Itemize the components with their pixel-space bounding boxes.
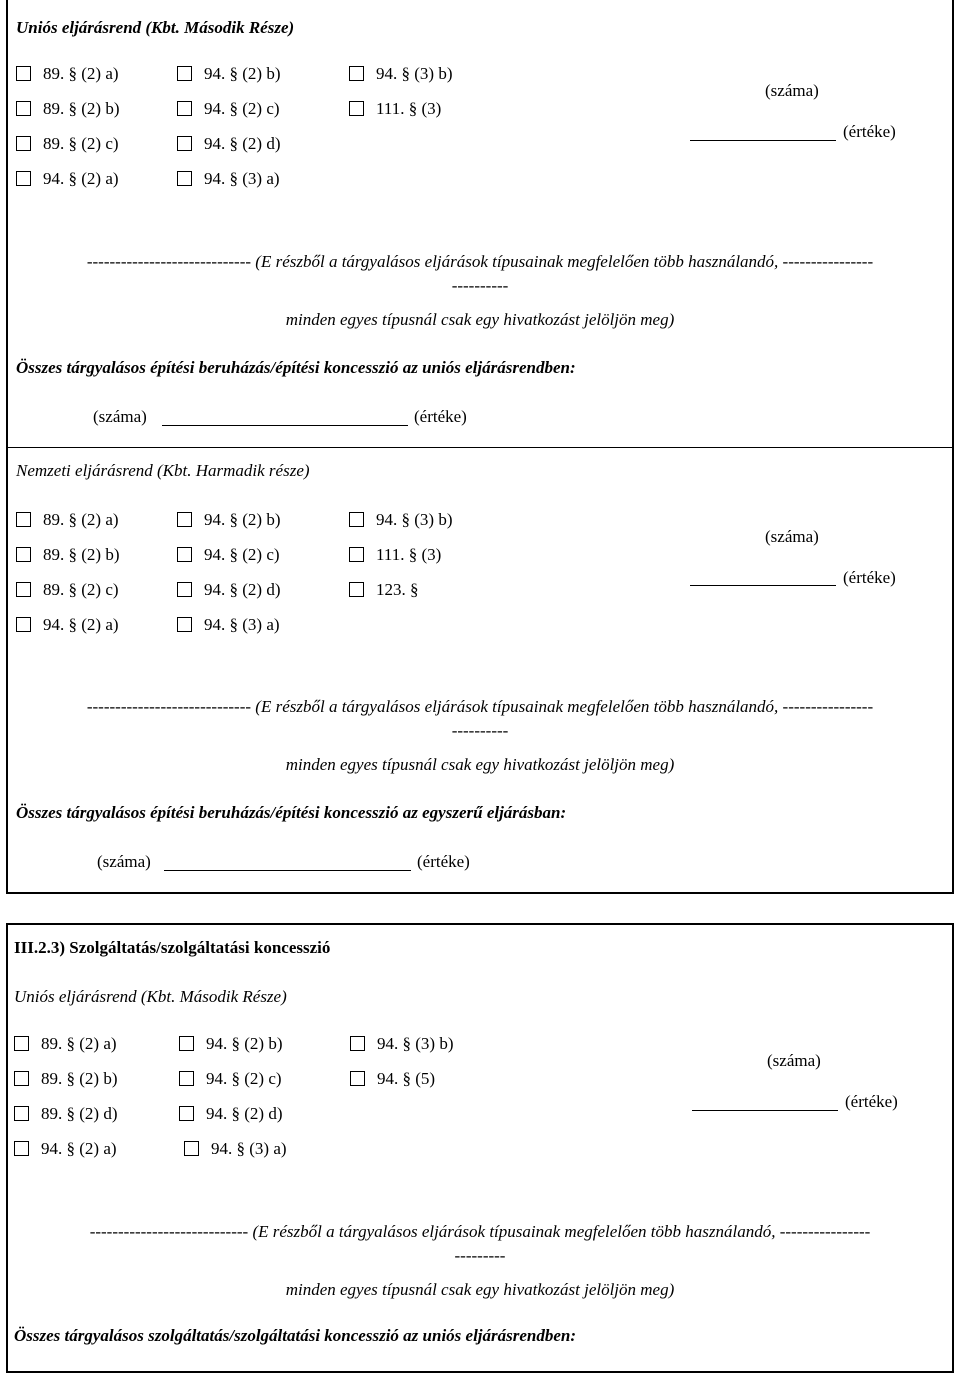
note-line: ---------- bbox=[451, 721, 509, 740]
note-line: ---------- bbox=[451, 276, 509, 295]
value-blank-line[interactable] bbox=[692, 1110, 838, 1111]
checkbox-b-89-2c[interactable] bbox=[16, 582, 31, 597]
option-label: 94. § (3) b) bbox=[376, 510, 453, 529]
option-label: 111. § (3) bbox=[376, 99, 442, 118]
option-label: 94. § (3) b) bbox=[376, 64, 453, 83]
value-label: (értéke) bbox=[843, 122, 896, 141]
value-label: (értéke) bbox=[843, 568, 896, 587]
option-label: 94. § (2) d) bbox=[206, 1104, 283, 1123]
checkbox-b-94-2d[interactable] bbox=[177, 582, 192, 597]
checkbox-c-94-2c[interactable] bbox=[179, 1071, 194, 1086]
note-line: minden egyes típusnál csak egy hivatkozást jelöljön meg) bbox=[285, 1280, 675, 1299]
checkbox-b-123[interactable] bbox=[349, 582, 364, 597]
section-title-services: III.2.3) Szolgáltatás/szolgáltatási koncesszió bbox=[14, 938, 331, 957]
checkbox-a-89-2b[interactable] bbox=[16, 101, 31, 116]
option-label: 94. § (3) b) bbox=[377, 1034, 454, 1053]
total-heading: Összes tárgyalásos szolgáltatás/szolgáltatási koncesszió az uniós eljárásrendben: bbox=[14, 1326, 577, 1345]
count-label: (száma) bbox=[767, 1051, 821, 1070]
option-label: 94. § (2) b) bbox=[204, 64, 281, 83]
section-heading-union: Uniós eljárásrend (Kbt. Második Része) bbox=[16, 18, 295, 37]
count-blank-line[interactable] bbox=[164, 870, 411, 871]
checkbox-b-94-3a[interactable] bbox=[177, 617, 192, 632]
option-label: 94. § (2) a) bbox=[41, 1139, 117, 1158]
option-label: 94. § (3) a) bbox=[204, 169, 280, 188]
option-label: 94. § (2) a) bbox=[43, 169, 119, 188]
checkbox-c-94-3b[interactable] bbox=[350, 1036, 365, 1051]
checkbox-b-94-2c[interactable] bbox=[177, 547, 192, 562]
option-label: 89. § (2) c) bbox=[43, 134, 119, 153]
checkbox-a-94-2b[interactable] bbox=[177, 66, 192, 81]
checkbox-b-111-3[interactable] bbox=[349, 547, 364, 562]
checkbox-b-94-2b[interactable] bbox=[177, 512, 192, 527]
count-label: (száma) bbox=[93, 407, 147, 426]
checkbox-a-94-2d[interactable] bbox=[177, 136, 192, 151]
note-line: minden egyes típusnál csak egy hivatkozást jelöljön meg) bbox=[285, 755, 675, 774]
checkbox-b-89-2a[interactable] bbox=[16, 512, 31, 527]
count-label: (száma) bbox=[765, 81, 819, 100]
option-label: 89. § (2) a) bbox=[41, 1034, 117, 1053]
option-label: 94. § (2) d) bbox=[204, 580, 281, 599]
checkbox-c-94-2b[interactable] bbox=[179, 1036, 194, 1051]
count-blank-line[interactable] bbox=[162, 425, 408, 426]
option-label: 89. § (2) d) bbox=[41, 1104, 118, 1123]
option-label: 94. § (2) c) bbox=[206, 1069, 282, 1088]
section-heading-union: Uniós eljárásrend (Kbt. Második Része) bbox=[14, 987, 287, 1006]
checkbox-b-94-3b[interactable] bbox=[349, 512, 364, 527]
option-label: 94. § (2) b) bbox=[204, 510, 281, 529]
option-label: 94. § (2) d) bbox=[204, 134, 281, 153]
note-line: minden egyes típusnál csak egy hivatkozást jelöljön meg) bbox=[285, 310, 675, 329]
value-label: (értéke) bbox=[414, 407, 467, 426]
option-label: 89. § (2) a) bbox=[43, 510, 119, 529]
checkbox-c-89-2a[interactable] bbox=[14, 1036, 29, 1051]
option-label: 94. § (2) c) bbox=[204, 99, 280, 118]
checkbox-a-94-3b[interactable] bbox=[349, 66, 364, 81]
option-label: 94. § (2) a) bbox=[43, 615, 119, 634]
checkbox-c-89-2d[interactable] bbox=[14, 1106, 29, 1121]
option-label: 94. § (3) a) bbox=[204, 615, 280, 634]
checkbox-a-94-2c[interactable] bbox=[177, 101, 192, 116]
option-label: 94. § (5) bbox=[377, 1069, 436, 1088]
checkbox-c-94-3a[interactable] bbox=[184, 1141, 199, 1156]
checkbox-c-89-2b[interactable] bbox=[14, 1071, 29, 1086]
value-label: (értéke) bbox=[845, 1092, 898, 1111]
checkbox-a-89-2c[interactable] bbox=[16, 136, 31, 151]
note-line: --------- bbox=[454, 1246, 506, 1265]
count-label: (száma) bbox=[97, 852, 151, 871]
total-heading: Összes tárgyalásos építési beruházás/építési koncesszió az uniós eljárásrendben: bbox=[16, 358, 576, 377]
checkbox-a-94-3a[interactable] bbox=[177, 171, 192, 186]
checkbox-c-94-5[interactable] bbox=[350, 1071, 365, 1086]
checkbox-a-89-2a[interactable] bbox=[16, 66, 31, 81]
value-blank-line[interactable] bbox=[690, 585, 836, 586]
section-heading-national: Nemzeti eljárásrend (Kbt. Harmadik része) bbox=[16, 461, 310, 480]
value-label: (értéke) bbox=[417, 852, 470, 871]
option-label: 89. § (2) c) bbox=[43, 580, 119, 599]
option-label: 89. § (2) a) bbox=[43, 64, 119, 83]
option-label: 89. § (2) b) bbox=[41, 1069, 118, 1088]
option-label: 89. § (2) b) bbox=[43, 545, 120, 564]
checkbox-b-89-2b[interactable] bbox=[16, 547, 31, 562]
checkbox-c-94-2a[interactable] bbox=[14, 1141, 29, 1156]
count-label: (száma) bbox=[765, 527, 819, 546]
option-label: 94. § (2) b) bbox=[206, 1034, 283, 1053]
note-line: ----------------------------- (E részből a tárgyalásos eljárások típusainak megfelelően több használandó, ---------------- bbox=[86, 697, 874, 716]
checkbox-b-94-2a[interactable] bbox=[16, 617, 31, 632]
option-label: 94. § (2) c) bbox=[204, 545, 280, 564]
option-label: 89. § (2) b) bbox=[43, 99, 120, 118]
option-label: 111. § (3) bbox=[376, 545, 442, 564]
option-label: 94. § (3) a) bbox=[211, 1139, 287, 1158]
section-divider bbox=[8, 447, 952, 448]
note-line: ---------------------------- (E részből a tárgyalásos eljárások típusainak megfelelően több használandó, ---------------- bbox=[89, 1222, 871, 1241]
note-line: ----------------------------- (E részből a tárgyalásos eljárások típusainak megfelelően több használandó, ---------------- bbox=[86, 252, 874, 271]
value-blank-line[interactable] bbox=[690, 140, 836, 141]
checkbox-c-94-2d[interactable] bbox=[179, 1106, 194, 1121]
checkbox-a-111-3[interactable] bbox=[349, 101, 364, 116]
option-label: 123. § bbox=[376, 580, 419, 599]
total-heading: Összes tárgyalásos építési beruházás/építési koncesszió az egyszerű eljárásban: bbox=[16, 803, 567, 822]
checkbox-a-94-2a[interactable] bbox=[16, 171, 31, 186]
